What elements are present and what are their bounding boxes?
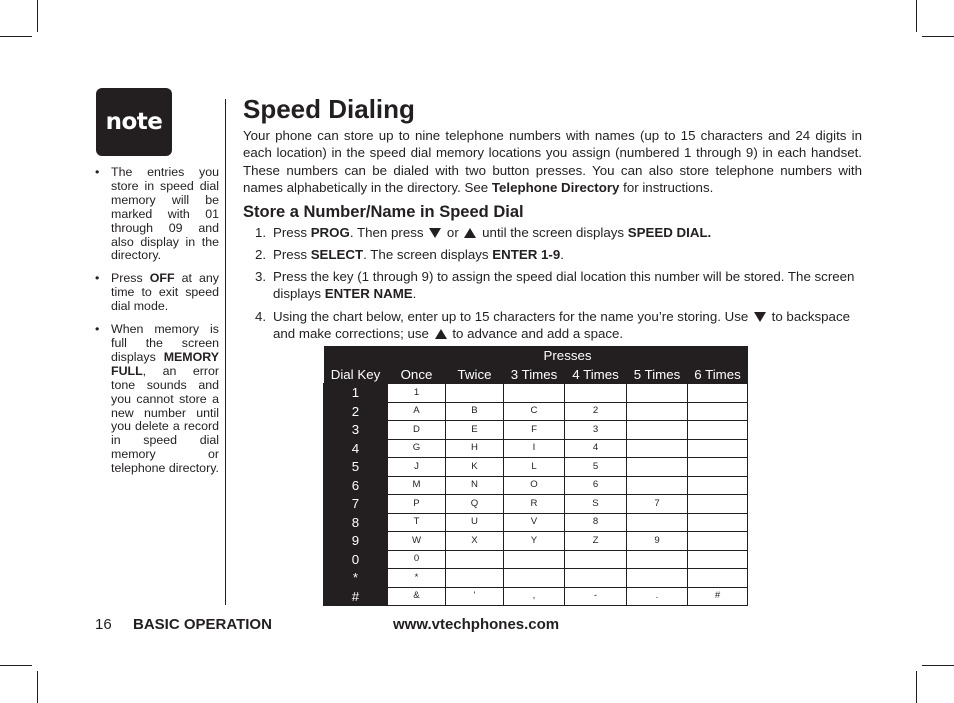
step-text [273, 246, 865, 263]
table-cell [627, 439, 688, 458]
down-triangle-icon [754, 312, 766, 322]
sidebar-notes [95, 166, 219, 485]
table-cell: . [627, 587, 688, 606]
table-cell [627, 402, 688, 421]
table-cell [627, 513, 688, 532]
table-cell: 0 [388, 550, 446, 569]
text-run: to backspace and make corrections; use [273, 309, 851, 342]
bold-term: MEMORY FULL [111, 349, 219, 378]
crop-mark [916, 0, 917, 32]
column-header: 6 Times [688, 365, 748, 384]
step-number: 2. [255, 247, 267, 262]
text-run: . Then press [349, 225, 428, 240]
table-row [324, 421, 748, 440]
column-header: 4 Times [565, 365, 627, 384]
table-cell [627, 550, 688, 569]
table-cell: X [446, 532, 504, 551]
text-run: , an error tone sounds and you cannot store a new number until you delete a record in speed dial memory or telephone directory. [111, 363, 219, 476]
text-run: to advance and add a space. [448, 326, 624, 342]
table-cell [627, 421, 688, 440]
table-cell: H [446, 439, 504, 458]
dial-key-cell: 0 [324, 550, 388, 569]
crop-mark [922, 665, 954, 666]
column-header: Once [388, 365, 446, 384]
note-badge: note [96, 88, 172, 156]
note-item [95, 272, 219, 314]
text-run: Press [273, 247, 311, 262]
text-run: . [560, 247, 564, 262]
table-cell [688, 384, 748, 403]
table-row [324, 569, 748, 588]
table-cell: R [504, 495, 565, 514]
table-row [324, 550, 748, 569]
dial-key-cell: 5 [324, 458, 388, 477]
bullet-icon: • [95, 271, 100, 286]
crop-mark [922, 36, 954, 37]
table-cell [688, 402, 748, 421]
table-cell: Z [565, 532, 627, 551]
table-cell: - [565, 587, 627, 606]
crop-mark [0, 36, 32, 37]
bold-term: ENTER 1-9 [492, 247, 561, 262]
table-cell [565, 384, 627, 403]
table-row [324, 513, 748, 532]
table-row [324, 495, 748, 514]
step-4 [255, 308, 865, 343]
table-cell: J [388, 458, 446, 477]
table-cell: U [446, 513, 504, 532]
text-run: . The screen displays [363, 247, 493, 262]
table-cell [446, 384, 504, 403]
bold-term: ENTER NAME [324, 286, 413, 302]
table-cell [627, 458, 688, 477]
table-cell: , [504, 587, 565, 606]
table-cell [627, 384, 688, 403]
presses-header: Presses [388, 346, 748, 365]
table-cell: 5 [565, 458, 627, 477]
bold-term: PROG [310, 225, 350, 240]
text-run: Press [273, 225, 311, 240]
table-cell [627, 569, 688, 588]
table-row [324, 439, 748, 458]
table-cell: * [388, 569, 446, 588]
text-run: Using the chart below, enter up to 15 characters for the name you’re storing. Use [273, 309, 752, 324]
table-cell [504, 384, 565, 403]
dial-key-cell: 3 [324, 421, 388, 440]
table-cell: S [565, 495, 627, 514]
column-header: 5 Times [627, 365, 688, 384]
table-cell: F [504, 421, 565, 440]
column-header: Twice [446, 365, 504, 384]
table-cell: Y [504, 532, 565, 551]
table-cell: 4 [565, 439, 627, 458]
table-cell: G [388, 439, 446, 458]
dial-key-cell: 9 [324, 532, 388, 551]
text-run: When memory is full the screen displays [111, 322, 219, 364]
intro-paragraph [243, 127, 862, 196]
text-run: for instructions. [619, 179, 714, 195]
section-heading: Store a Number/Name in Speed Dial [243, 203, 524, 221]
table-cell: C [504, 402, 565, 421]
table-cell: L [504, 458, 565, 477]
table-row [324, 532, 748, 551]
text-run: Your phone can store up to nine telephone numbers with names (up to 15 characters and 24 digits in each location) in the speed dial memory locations you assign (numbered 1 through 9) in each handset. These numbers can be dialed with two button presses. You can also store telephone numbers with names alphabetically in the directory. See [243, 128, 862, 195]
table-row [324, 587, 748, 606]
bullet-icon: • [95, 322, 100, 337]
text-run: The entries you store in speed dial memory will be marked with 01 through 09 and also display in the directory. [111, 165, 219, 263]
table-cell [627, 476, 688, 495]
table-cell [688, 495, 748, 514]
table-cell: V [504, 513, 565, 532]
up-triangle-icon [464, 228, 476, 238]
dial-key-cell: # [324, 587, 388, 606]
bold-term: SELECT [310, 247, 364, 262]
bold-term: OFF [149, 271, 175, 286]
note-item [95, 323, 219, 476]
section-name: BASIC OPERATION [133, 616, 272, 633]
table-cell [688, 421, 748, 440]
table-cell [688, 439, 748, 458]
down-triangle-icon [429, 228, 441, 238]
table-cell: A [388, 402, 446, 421]
table-cell: 9 [627, 532, 688, 551]
table-cell: I [504, 439, 565, 458]
website-url: www.vtechphones.com [393, 616, 560, 633]
table-cell [565, 569, 627, 588]
bold-term: Telephone Directory [491, 179, 620, 195]
crop-mark [37, 671, 38, 703]
step-number: 1. [255, 225, 267, 240]
text-run: Press [111, 271, 150, 286]
up-triangle-icon [435, 329, 447, 339]
step-text [273, 268, 865, 303]
table-cell [688, 513, 748, 532]
step-text [273, 308, 865, 343]
text-run: Press the key (1 through 9) to assign the speed dial location this number will be stored. The screen displays [273, 269, 855, 302]
table-cell: E [446, 421, 504, 440]
table-cell: T [388, 513, 446, 532]
table-cell [688, 532, 748, 551]
table-cell: O [504, 476, 565, 495]
text-run: . [412, 286, 417, 302]
table-cell: M [388, 476, 446, 495]
table-cell [565, 550, 627, 569]
bold-term: SPEED DIAL. [627, 225, 712, 240]
step-2 [255, 246, 865, 263]
table-cell [504, 550, 565, 569]
character-chart [323, 346, 748, 606]
table-cell: 6 [565, 476, 627, 495]
table-cell: 3 [565, 421, 627, 440]
table-cell: 7 [627, 495, 688, 514]
page-number: 16 [95, 616, 112, 633]
column-header: Dial Key [324, 365, 388, 384]
table-cell: 2 [565, 402, 627, 421]
table-cell: D [388, 421, 446, 440]
table-cell: ' [446, 587, 504, 606]
bullet-icon: • [95, 165, 100, 179]
table-cell [446, 550, 504, 569]
table-cell: # [688, 587, 748, 606]
step-number: 3. [255, 269, 267, 284]
table-cell: 8 [565, 513, 627, 532]
text-run: at any time to exit speed dial mode. [111, 271, 219, 314]
header-blank [324, 346, 388, 365]
column-header: 3 Times [504, 365, 565, 384]
table-cell [688, 550, 748, 569]
table-cell: 1 [388, 384, 446, 403]
table-cell: K [446, 458, 504, 477]
text-run: until the screen displays [478, 225, 628, 240]
dial-key-cell: 4 [324, 439, 388, 458]
table-row [324, 402, 748, 421]
table-cell [446, 569, 504, 588]
dial-key-cell: 2 [324, 402, 388, 421]
table-cell: Q [446, 495, 504, 514]
step-number: 4. [255, 309, 267, 324]
table-cell: P [388, 495, 446, 514]
note-item [95, 166, 219, 263]
table-cell: & [388, 587, 446, 606]
crop-mark [37, 0, 38, 32]
crop-mark [0, 665, 32, 666]
table-cell: W [388, 532, 446, 551]
dial-key-cell: 7 [324, 495, 388, 514]
step-1 [255, 224, 865, 241]
table-cell [688, 569, 748, 588]
column-divider [225, 99, 226, 605]
step-text [273, 224, 865, 241]
table-cell [504, 569, 565, 588]
table-row [324, 458, 748, 477]
table-cell [688, 476, 748, 495]
table-row [324, 476, 748, 495]
crop-mark [916, 671, 917, 703]
page-title: Speed Dialing [243, 94, 415, 124]
table-row [324, 384, 748, 403]
table-cell [688, 458, 748, 477]
table-cell: N [446, 476, 504, 495]
dial-key-cell: 6 [324, 476, 388, 495]
step-3 [255, 268, 865, 303]
text-run: or [443, 225, 463, 240]
dial-key-cell: 1 [324, 384, 388, 403]
table-cell: B [446, 402, 504, 421]
dial-key-cell: 8 [324, 513, 388, 532]
dial-key-cell: * [324, 569, 388, 588]
